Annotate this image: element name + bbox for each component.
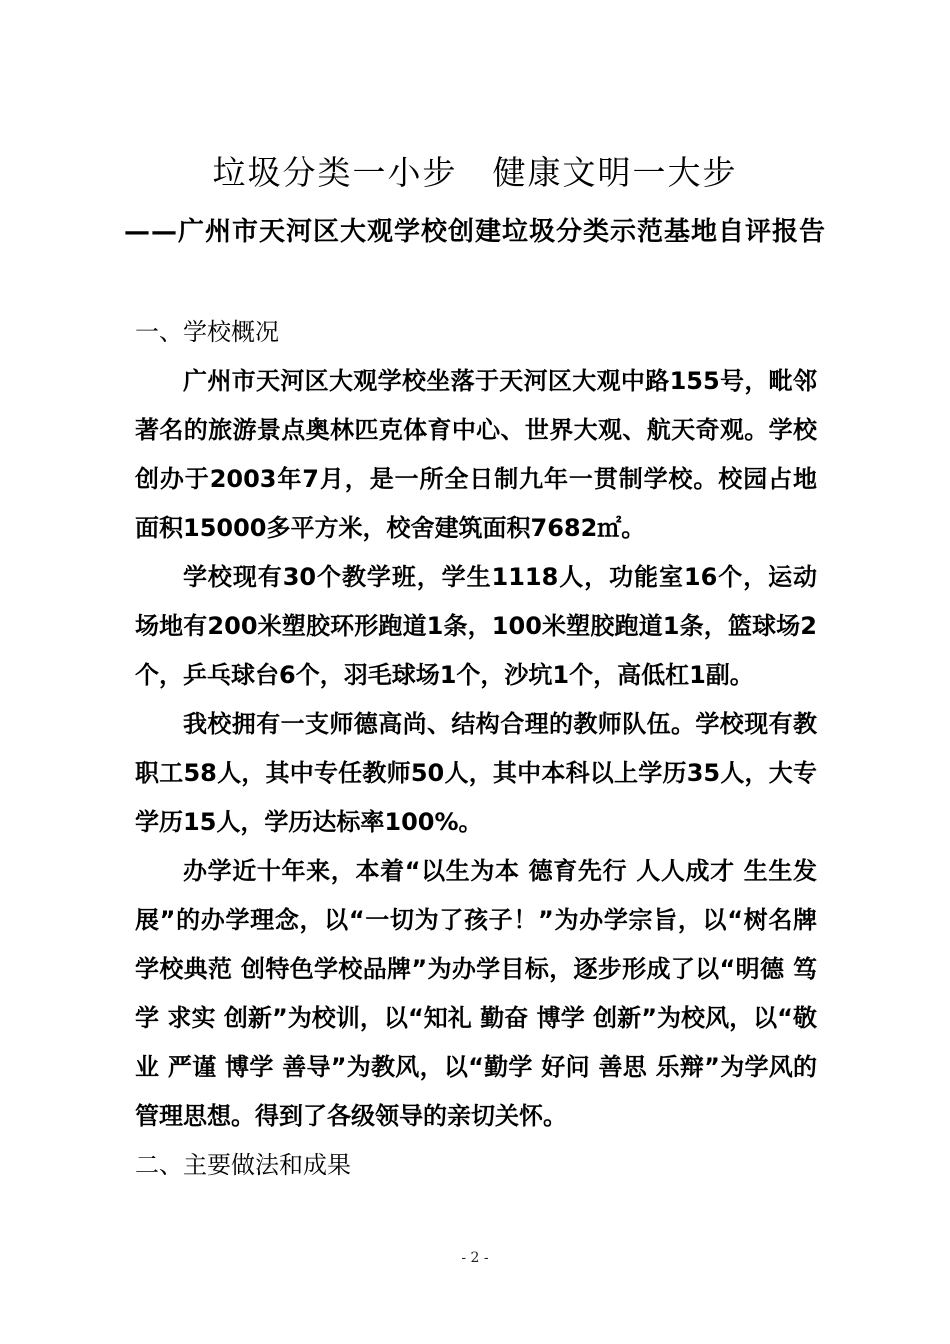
section-heading-school-overview: 一、学校概况 xyxy=(135,318,279,346)
section-heading-main-practices: 二、主要做法和成果 xyxy=(135,1151,351,1179)
document-title: 垃圾分类一小步 健康文明一大步 xyxy=(212,153,738,192)
paragraph-facilities: 学校现有30个教学班，学生1118人，功能室16个，运动场地有200米塑胶环形跑道1条，100米塑胶跑道1条，篮球场2个，乒乓球台6个，羽毛球场1个，沙坑1个，高低杠1副。 xyxy=(135,563,817,689)
document-subtitle: ——广州市天河区大观学校创建垃圾分类示范基地自评报告 xyxy=(123,217,826,247)
page-number: - 2 - xyxy=(461,1250,489,1266)
paragraph-teachers: 我校拥有一支师德高尚、结构合理的教师队伍。学校现有教职工58人，其中专任教师50人，其中本科以上学历35人，大专学历15人，学历达标率100%。 xyxy=(135,710,817,836)
paragraph-philosophy: 办学近十年来，本着“以生为本 德育先行 人人成才 生生发展”的办学理念，以“一切为了孩子！”为办学宗旨，以“树名牌学校典范 创特色学校品牌”为办学目标，逐步形成了以“明德 笃学 求实 创新”为校训，以“知礼 勤奋 博学 创新”为校风，以“敬业 严谨 博学 善导”为教风，以“勤学 好问 善思 乐辩”为学风的管理思想。得到了各级领导的亲切关怀。 xyxy=(135,857,817,1130)
document-body xyxy=(135,308,817,1190)
paragraph-location: 广州市天河区大观学校坐落于天河区大观中路155号，毗邻著名的旅游景点奥林匹克体育中心、世界大观、航天奇观。学校创办于2003年7月，是一所全日制九年一贯制学校。校园占地面积15000多平方米，校舍建筑面积7682㎡。 xyxy=(135,367,817,542)
